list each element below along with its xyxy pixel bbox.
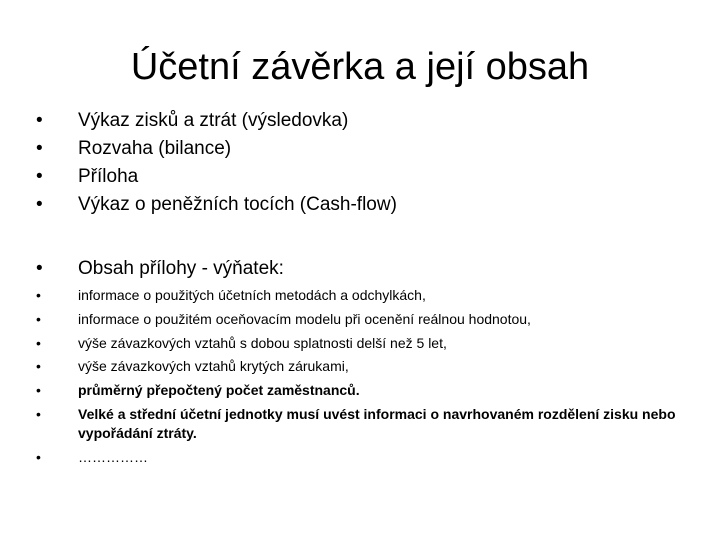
- list-item-text: výše závazkových vztahů krytých zárukami,: [78, 358, 349, 375]
- list-item-text: Výkaz zisků a ztrát (výsledovka): [78, 110, 349, 131]
- list-item-text: Velké a střední účetní jednotky musí uvést informaci o navrhovaném rozdělení zisku nebo vypořádání ztráty.: [78, 405, 676, 441]
- bullet-icon: •: [36, 405, 41, 422]
- list-item: [36, 381, 676, 400]
- list-item-text: Rozvaha (bilance): [78, 138, 232, 159]
- bullet-icon: •: [36, 138, 43, 159]
- list-item-text: ……………: [78, 448, 148, 465]
- list-item-text: Výkaz o peněžních tocích (Cash-flow): [78, 194, 397, 215]
- bullet-icon: •: [36, 448, 41, 465]
- list-item-text: informace o použitých účetních metodách a odchylkách,: [78, 287, 426, 303]
- bullet-icon: •: [36, 358, 41, 375]
- bullet-icon: •: [36, 258, 43, 279]
- list-item: [36, 310, 676, 329]
- bullet-icon: •: [36, 194, 43, 215]
- section-heading-text: Obsah přílohy - výňatek:: [78, 258, 284, 279]
- list-item: [36, 334, 676, 353]
- list-item-text: Příloha: [78, 166, 139, 187]
- list-item-text: výše závazkových vztahů s dobou splatnosti delší než 5 let,: [78, 334, 447, 351]
- list-item: [36, 448, 676, 467]
- list-item: [36, 405, 676, 443]
- slide-title: Účetní závěrka a její obsah: [130, 46, 590, 88]
- bullet-icon: •: [36, 287, 41, 303]
- list-item: [36, 107, 696, 135]
- list-item-text: průměrný přepočtený počet zaměstnanců.: [78, 382, 360, 399]
- appendix-contents-list: [36, 286, 676, 472]
- list-item: [36, 286, 676, 305]
- bullet-icon: •: [36, 310, 41, 327]
- list-item: [36, 135, 696, 163]
- list-item: [36, 357, 676, 376]
- section-heading: [36, 255, 696, 283]
- section-heading-list: [36, 255, 696, 283]
- bullet-icon: •: [36, 382, 41, 399]
- bullet-icon: •: [36, 166, 43, 187]
- bullet-icon: •: [36, 110, 43, 131]
- list-item-text: informace o použitém oceňovacím modelu při ocenění reálnou hodnotou,: [78, 310, 531, 327]
- bullet-icon: •: [36, 334, 41, 351]
- list-item: [36, 163, 696, 191]
- financial-statements-list: [36, 107, 696, 219]
- list-item: [36, 191, 696, 219]
